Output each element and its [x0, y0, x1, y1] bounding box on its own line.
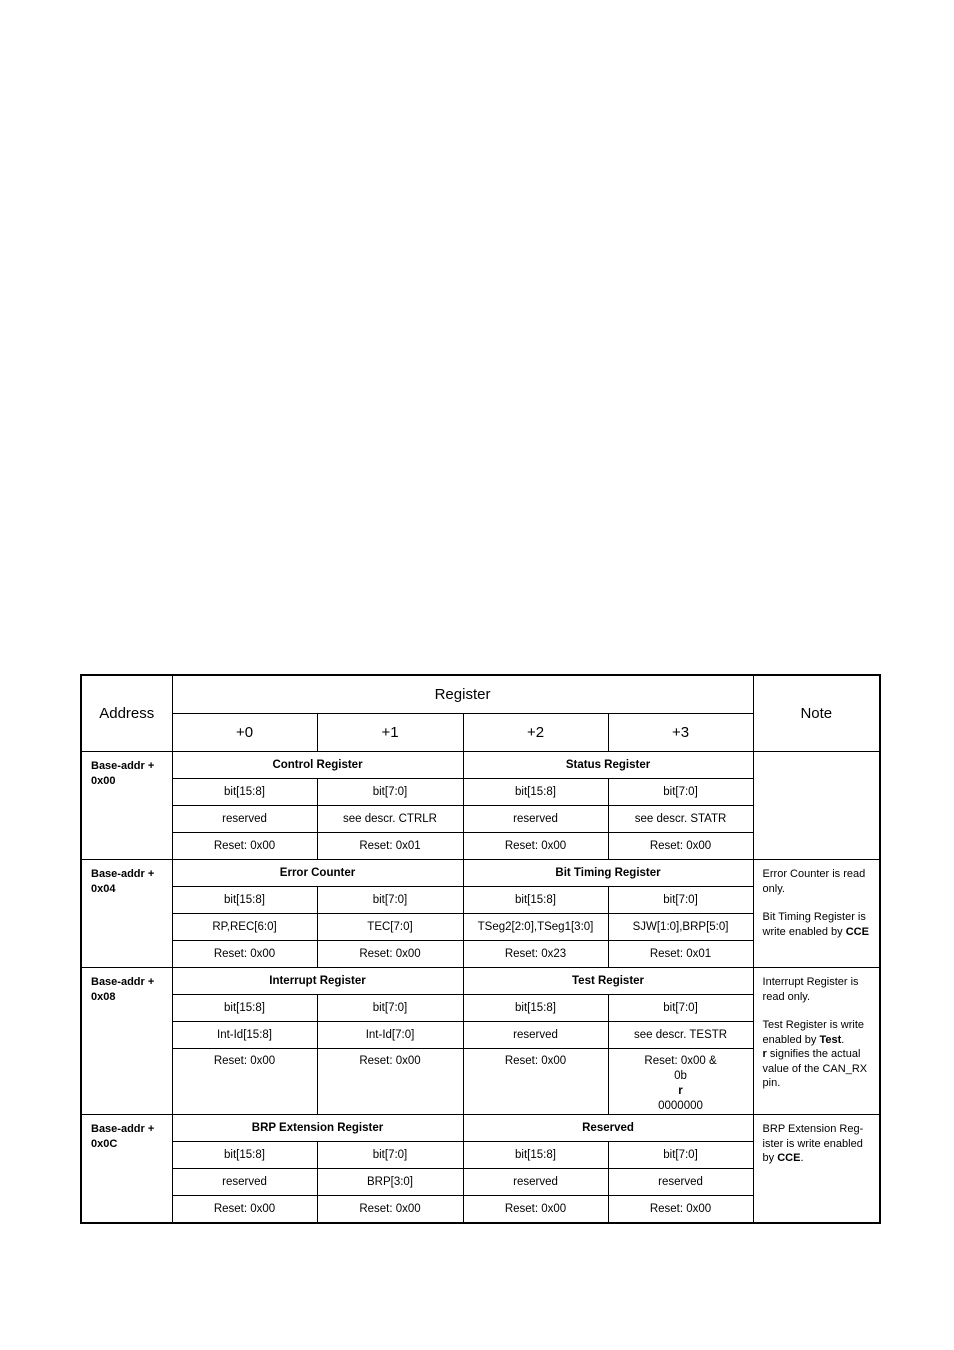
address-line: Base-addr +: [91, 976, 155, 988]
bit-range-cell: bit[7:0]: [608, 995, 753, 1022]
address-header: Address: [81, 675, 172, 752]
field-cell: Int-Id[15:8]: [172, 1022, 317, 1049]
field-cell: SJW[1:0],BRP[5:0]: [608, 914, 753, 941]
note-cell-0x00: [753, 752, 880, 860]
reset-cell: Reset: 0x01: [317, 833, 463, 860]
note-text: Test Register is write enabled by Test.: [762, 1019, 865, 1046]
note-text: Bit Timing Register is write enabled by CCE: [762, 911, 869, 938]
reset-cell: Reset: 0x00: [463, 1049, 608, 1115]
reset-cell: Reset: 0x00: [172, 833, 317, 860]
note-cell-0x08: [753, 968, 880, 1115]
reset-cell: Reset: 0x00: [172, 941, 317, 968]
bit-range-cell: bit[15:8]: [463, 995, 608, 1022]
field-cell: reserved: [172, 806, 317, 833]
reset-cell: Reset: 0x01: [608, 941, 753, 968]
reset-cell: Reset: 0x00: [317, 941, 463, 968]
register-title: Reserved: [463, 1115, 753, 1142]
bit-range-cell: bit[15:8]: [172, 779, 317, 806]
field-cell: BRP[3:0]: [317, 1169, 463, 1196]
field-cell: reserved: [463, 1022, 608, 1049]
field-cell: reserved: [463, 806, 608, 833]
field-cell: TEC[7:0]: [317, 914, 463, 941]
address-cell-0x00: [81, 752, 172, 860]
reset-cell: Reset: 0x00: [317, 1049, 463, 1115]
address-cell-0x08: [81, 968, 172, 1115]
register-title: Test Register: [463, 968, 753, 995]
address-offset: 0x0C: [91, 1138, 118, 1150]
bit-range-cell: bit[7:0]: [317, 779, 463, 806]
note-text: Error Counter is read only.: [762, 868, 866, 895]
register-map-table: [80, 674, 881, 1224]
reset-cell: Reset: 0x00: [463, 1196, 608, 1224]
address-offset: 0x08: [91, 991, 116, 1003]
bit-range-cell: bit[15:8]: [463, 887, 608, 914]
reset-cell: Reset: 0x23: [463, 941, 608, 968]
reset-cell: Reset: 0x00: [172, 1049, 317, 1115]
address-line: Base-addr +: [91, 868, 155, 880]
register-header: Register: [172, 675, 753, 714]
offset-2-header: +2: [463, 714, 608, 752]
field-cell: RP,REC[6:0]: [172, 914, 317, 941]
note-cell-0x0c: [753, 1115, 880, 1224]
offset-1-header: +1: [317, 714, 463, 752]
bit-range-cell: bit[7:0]: [317, 1142, 463, 1169]
field-cell: reserved: [608, 1169, 753, 1196]
reset-cell: Reset: 0x00: [317, 1196, 463, 1224]
bit-range-cell: bit[15:8]: [172, 887, 317, 914]
address-cell-0x0c: [81, 1115, 172, 1224]
address-line: Base-addr +: [91, 760, 155, 772]
bit-range-cell: bit[7:0]: [608, 779, 753, 806]
note-text: Interrupt Register is read only.: [762, 976, 859, 1003]
address-line: Base-addr +: [91, 1123, 155, 1135]
field-cell: Int-Id[7:0]: [317, 1022, 463, 1049]
note-text: BRP Extension Reg-ister is write enabled by CCE.: [762, 1123, 864, 1164]
register-title: Status Register: [463, 752, 753, 779]
register-title: Interrupt Register: [172, 968, 463, 995]
offset-0-header: +0: [172, 714, 317, 752]
reset-cell: Reset: 0x00 & 0b r 0000000: [608, 1049, 753, 1115]
bit-range-cell: bit[15:8]: [172, 995, 317, 1022]
offset-3-header: +3: [608, 714, 753, 752]
field-cell: TSeg2[2:0],TSeg1[3:0]: [463, 914, 608, 941]
reset-cell: Reset: 0x00: [463, 833, 608, 860]
address-offset: 0x00: [91, 775, 116, 787]
reset-cell: Reset: 0x00: [608, 833, 753, 860]
bit-range-cell: bit[7:0]: [317, 887, 463, 914]
bit-range-cell: bit[7:0]: [608, 887, 753, 914]
field-cell: reserved: [172, 1169, 317, 1196]
field-cell: see descr. STATR: [608, 806, 753, 833]
field-cell: see descr. TESTR: [608, 1022, 753, 1049]
note-header: Note: [753, 675, 880, 752]
address-offset: 0x04: [91, 883, 116, 895]
register-title: Control Register: [172, 752, 463, 779]
note-cell-0x04: [753, 860, 880, 968]
bit-range-cell: bit[15:8]: [172, 1142, 317, 1169]
bit-range-cell: bit[15:8]: [463, 1142, 608, 1169]
register-title: Bit Timing Register: [463, 860, 753, 887]
register-title: Error Counter: [172, 860, 463, 887]
register-title: BRP Extension Register: [172, 1115, 463, 1142]
bit-range-cell: bit[7:0]: [317, 995, 463, 1022]
reset-cell: Reset: 0x00: [608, 1196, 753, 1224]
address-cell-0x04: [81, 860, 172, 968]
field-cell: see descr. CTRLR: [317, 806, 463, 833]
bit-range-cell: bit[7:0]: [608, 1142, 753, 1169]
note-text: r signifies the actual value of the CAN_RX pin.: [762, 1048, 868, 1089]
bit-range-cell: bit[15:8]: [463, 779, 608, 806]
reset-cell: Reset: 0x00: [172, 1196, 317, 1224]
field-cell: reserved: [463, 1169, 608, 1196]
